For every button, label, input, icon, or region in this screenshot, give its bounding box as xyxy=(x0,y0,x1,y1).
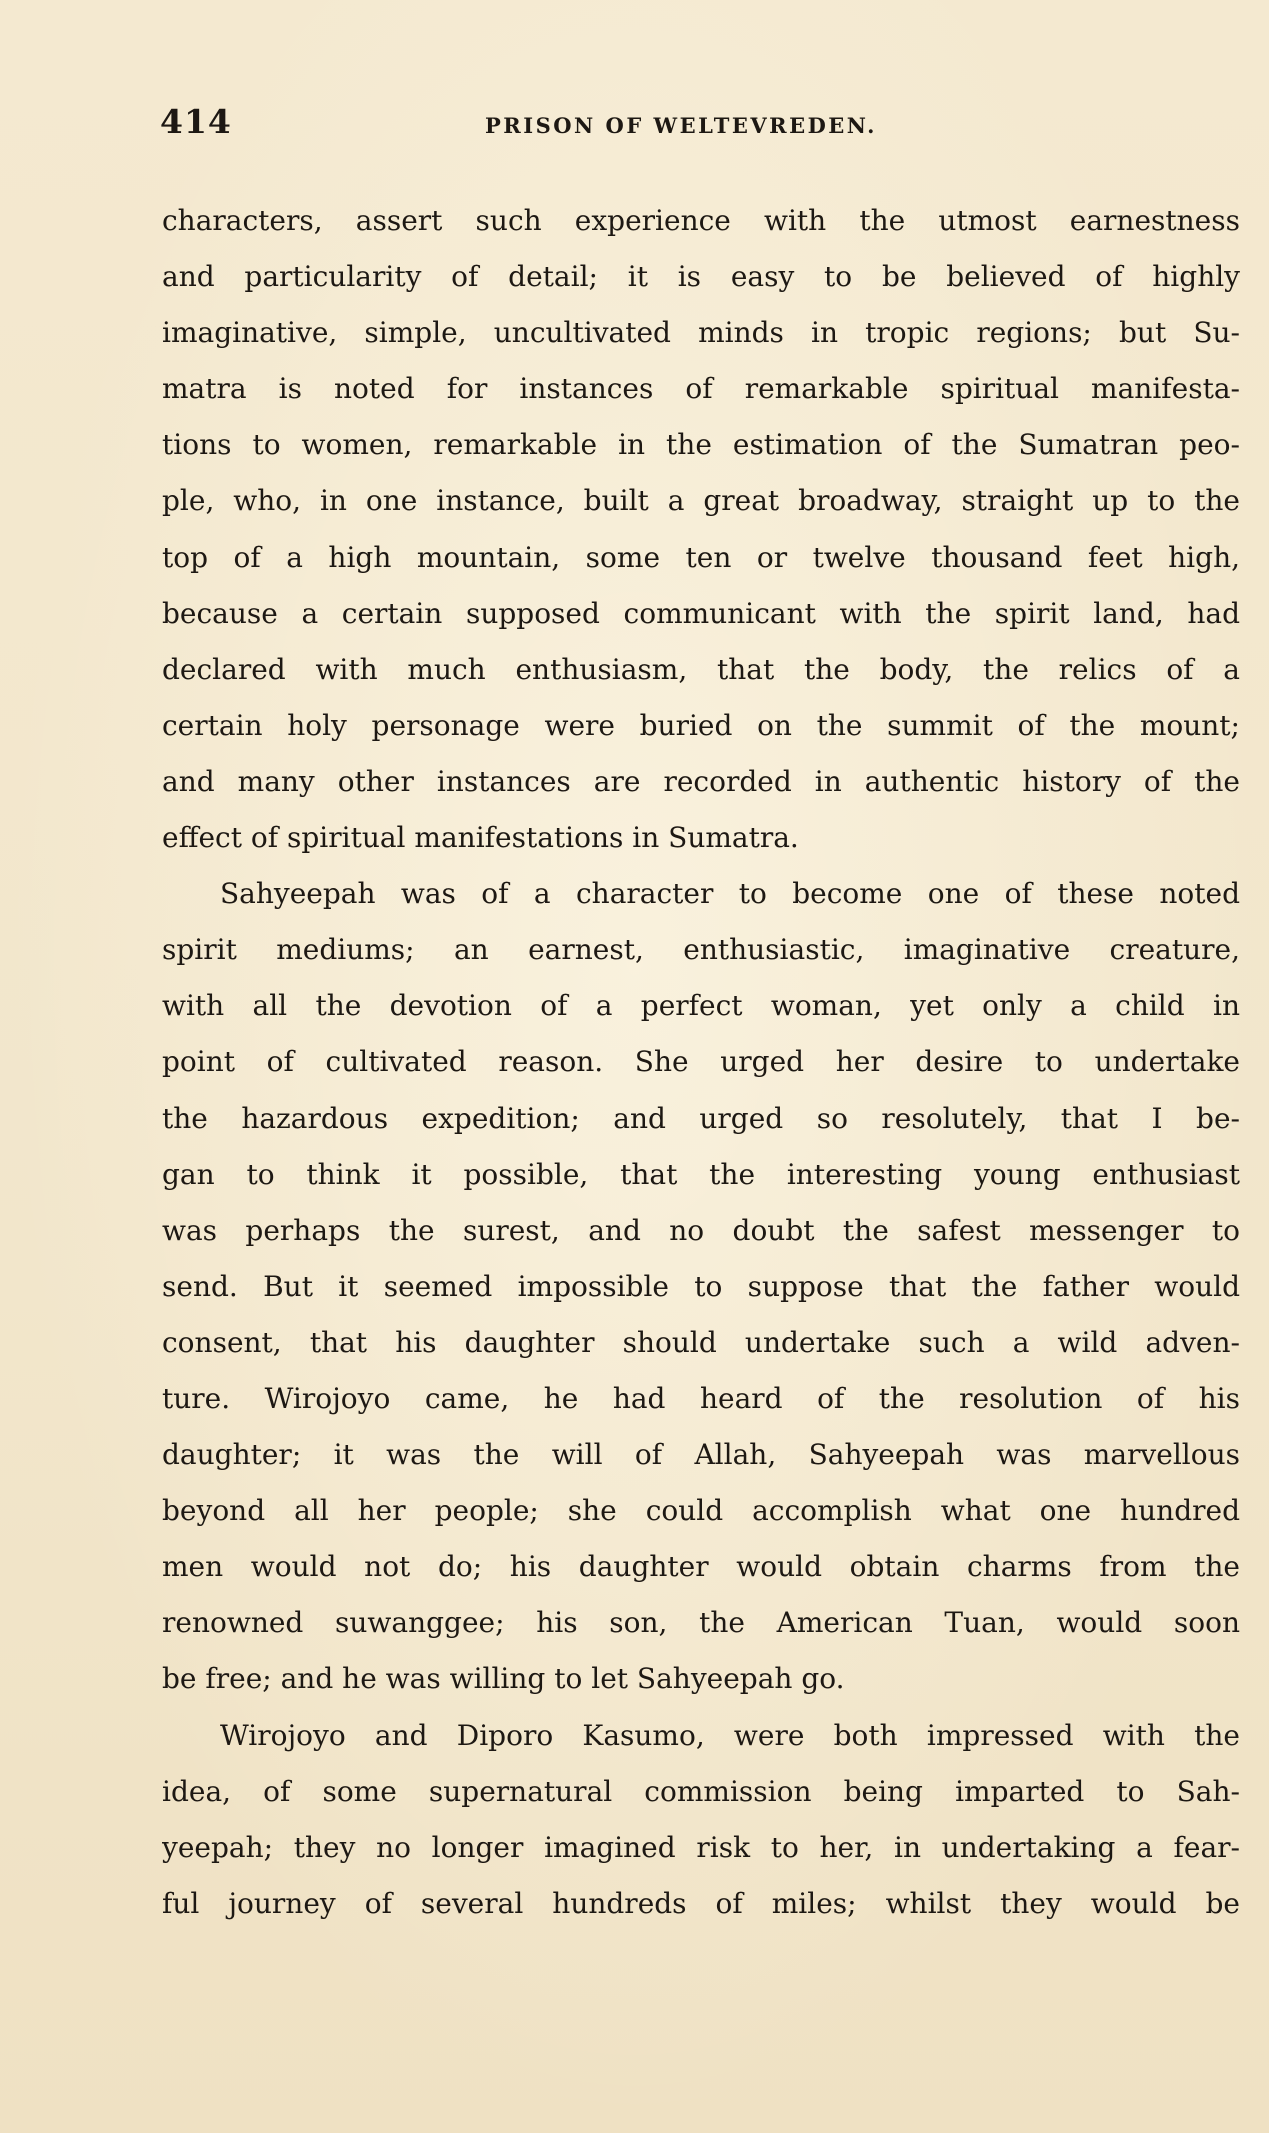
text-line: top of a high mountain, some ten or twelve thousand feet high, xyxy=(162,540,1240,574)
text-line: ple, who, in one instance, built a great broadway, straight up to the xyxy=(162,484,1240,518)
text-line: with all the devotion of a perfect woman, yet only a child in xyxy=(162,989,1240,1023)
text-line: was perhaps the surest, and no doubt the safest messenger to xyxy=(162,1213,1240,1247)
text-line: spirit mediums; an earnest, enthusiastic, imaginative creature, xyxy=(162,933,1240,967)
text-line: gan to think it possible, that the interesting young enthusiast xyxy=(162,1157,1240,1191)
paragraph-end-line: effect of spiritual manifestations in Sumatra. xyxy=(162,821,799,855)
text-line: tions to women, remarkable in the estimation of the Sumatran peo- xyxy=(162,428,1240,462)
text-line: point of cultivated reason. She urged her desire to undertake xyxy=(162,1045,1240,1079)
text-line: and particularity of detail; it is easy to be believed of highly xyxy=(162,260,1240,294)
text-line: consent, that his daughter should undertake such a wild adven- xyxy=(162,1325,1240,1359)
paragraph-start-line: Wirojoyo and Diporo Kasumo, were both impressed with the xyxy=(220,1718,1240,1752)
page-number: 414 xyxy=(160,102,232,141)
text-line: because a certain supposed communicant with the spirit land, had xyxy=(162,596,1240,630)
text-line: characters, assert such experience with the utmost earnestness xyxy=(162,204,1240,237)
text-line: send. But it seemed impossible to suppose that the father would xyxy=(162,1269,1240,1303)
running-title: PRISON OF WELTEVREDEN. xyxy=(485,113,877,138)
text-line: imaginative, simple, uncultivated minds in tropic regions; but Su- xyxy=(162,316,1240,350)
text-line: the hazardous expedition; and urged so resolutely, that I be- xyxy=(162,1101,1240,1135)
text-line: ture. Wirojoyo came, he had heard of the resolution of his xyxy=(162,1381,1240,1415)
text-line: yeepah; they no longer imagined risk to her, in undertaking a fear- xyxy=(162,1830,1240,1864)
text-line: certain holy personage were buried on the summit of the mount; xyxy=(162,708,1240,742)
paragraph-start-line: Sahyeepah was of a character to become one of these noted xyxy=(220,877,1240,911)
running-head xyxy=(160,102,1240,142)
text-line: beyond all her people; she could accomplish what one hundred xyxy=(162,1494,1240,1528)
text-line: daughter; it was the will of Allah, Sahyeepah was marvellous xyxy=(162,1438,1240,1472)
text-line: matra is noted for instances of remarkable spiritual manifesta- xyxy=(162,372,1240,406)
text-line: idea, of some supernatural commission being imparted to Sah- xyxy=(162,1774,1240,1808)
text-line: and many other instances are recorded in authentic history of the xyxy=(162,764,1240,798)
text-line: declared with much enthusiasm, that the body, the relics of a xyxy=(162,652,1240,686)
text-line: men would not do; his daughter would obtain charms from the xyxy=(162,1550,1240,1584)
text-line: renowned suwanggee; his son, the American Tuan, would soon xyxy=(162,1606,1240,1640)
paragraph-end-line: be free; and he was willing to let Sahyeepah go. xyxy=(162,1662,845,1696)
text-line: ful journey of several hundreds of miles; whilst they would be xyxy=(162,1886,1240,1920)
body-text xyxy=(162,193,1240,1932)
